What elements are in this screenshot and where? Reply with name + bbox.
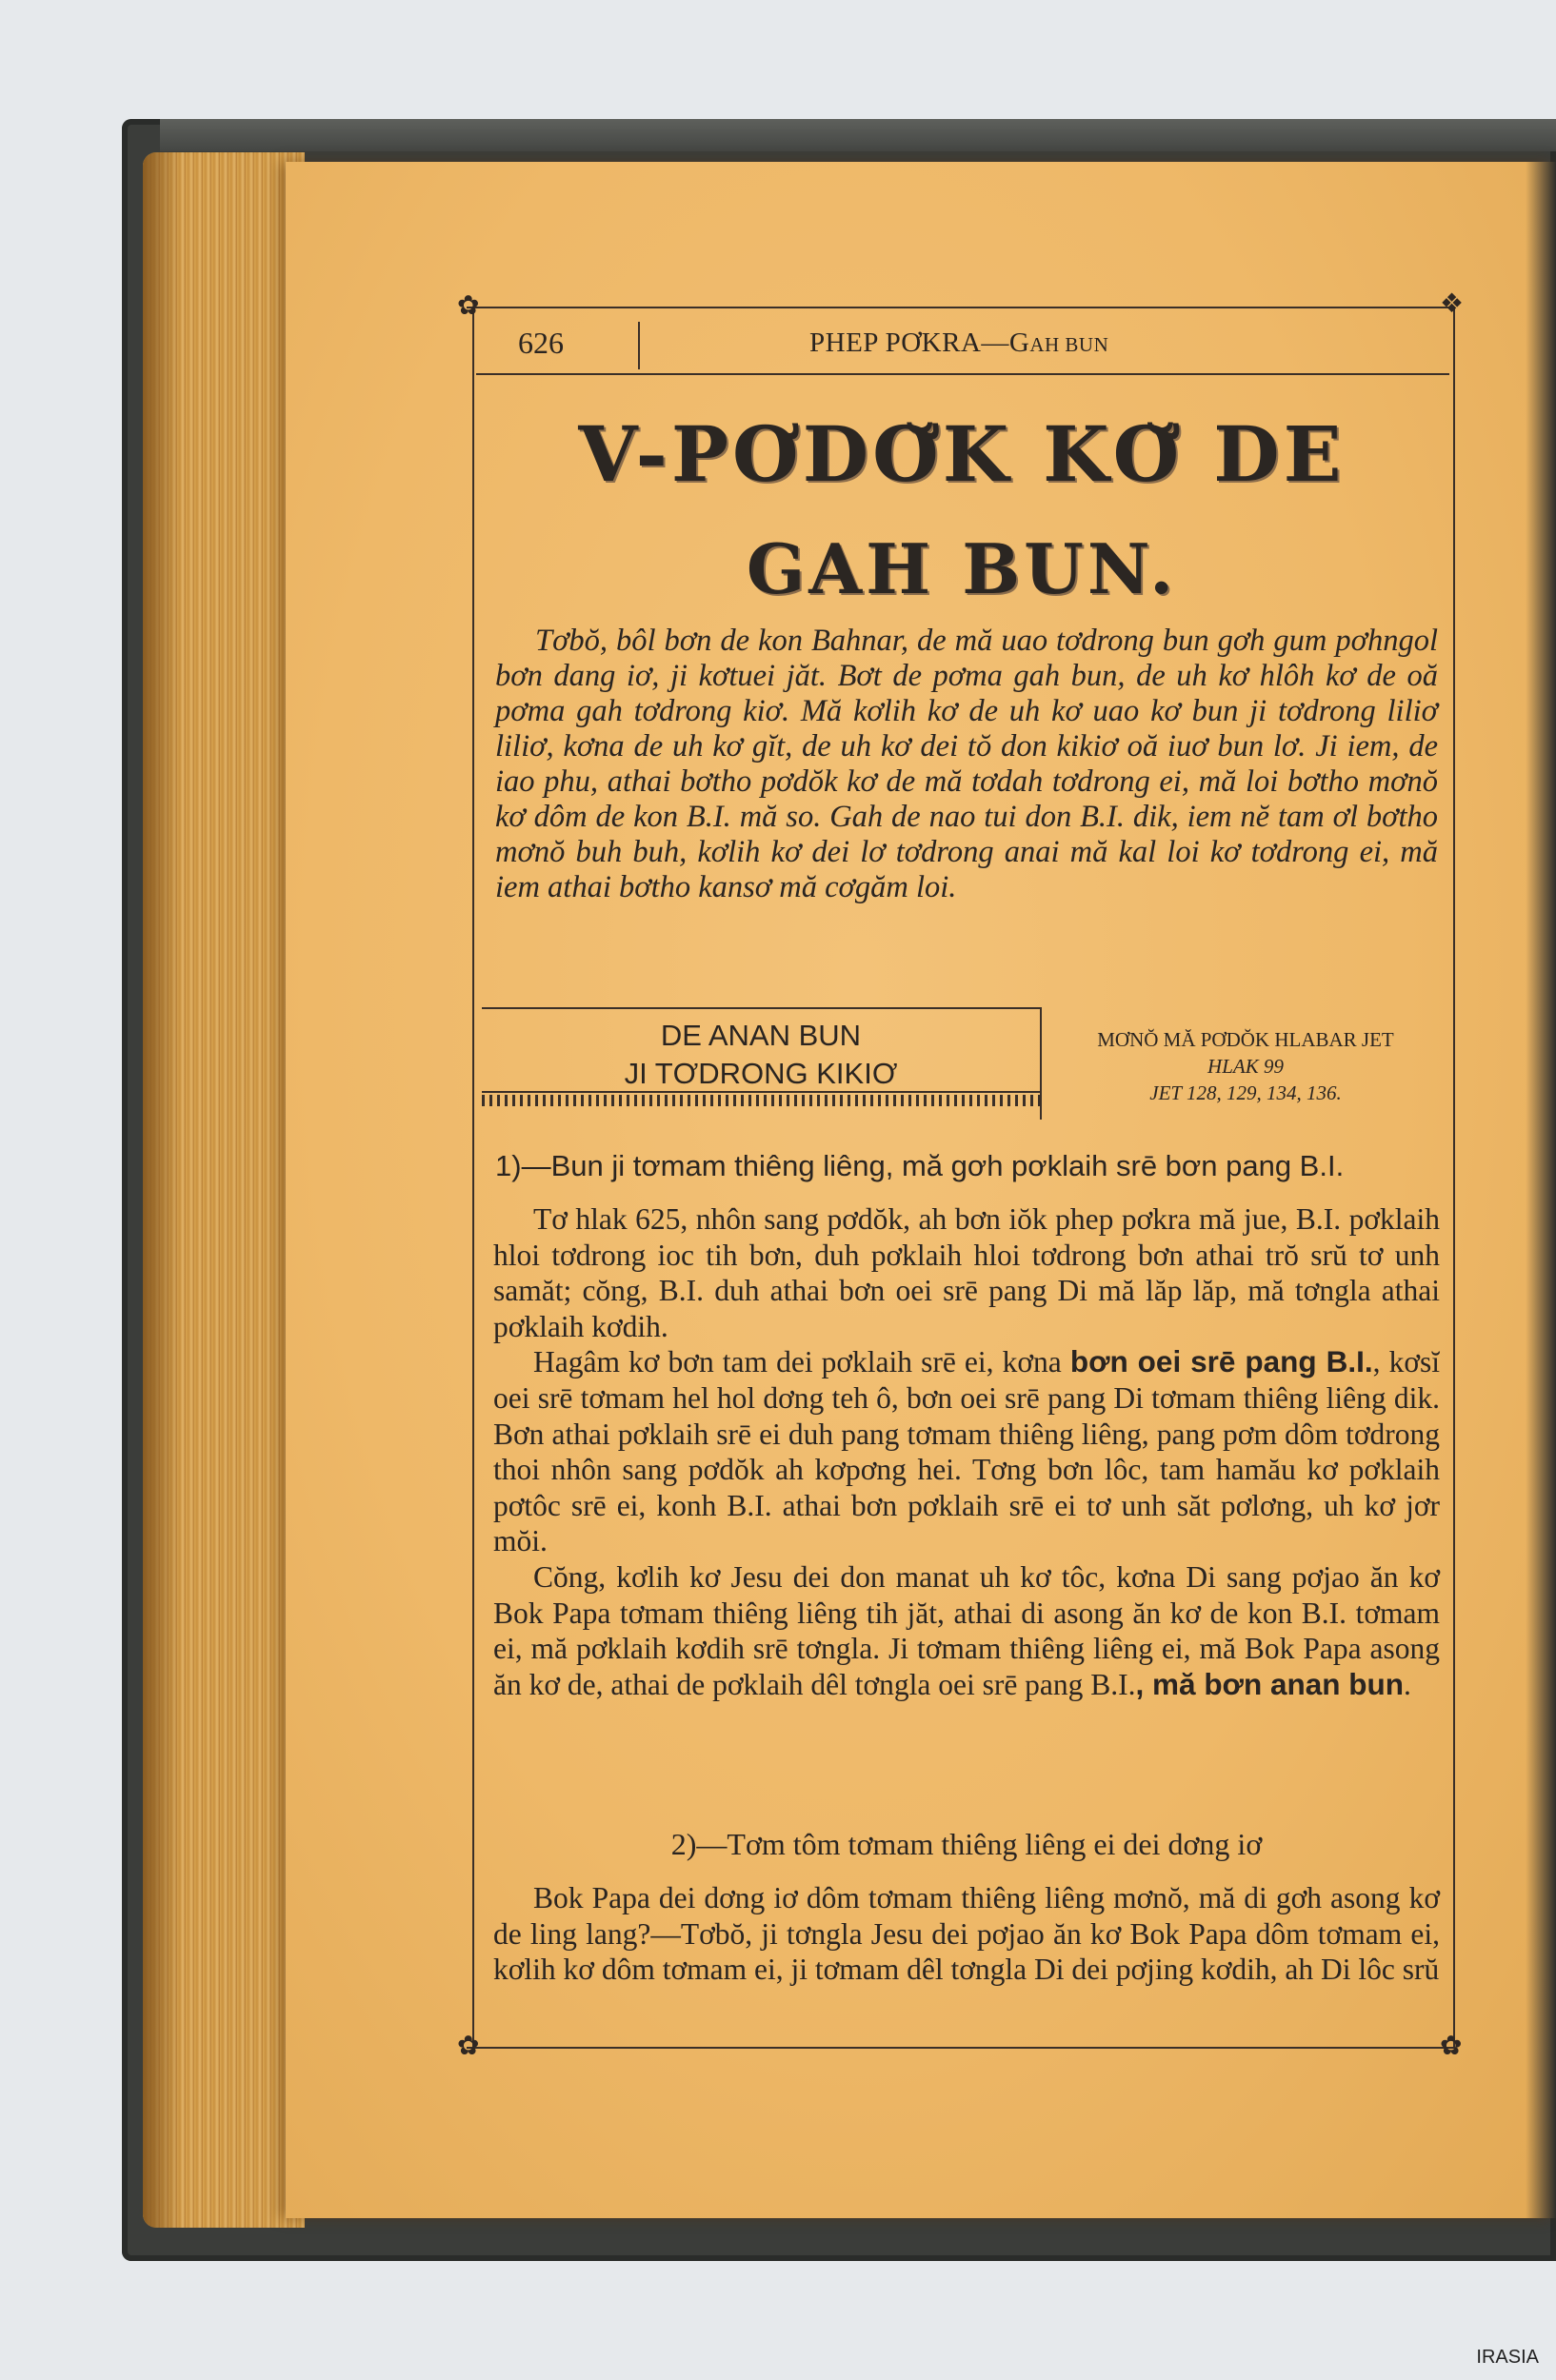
body-text-2: Bok Papa dei dơng iơ dôm tơmam thiêng liêng mơnŏ, mă di gơh asong kơ de ling lang?—Tơbŏ, ji tơngla Jesu dei pơjao ăn kơ Bok Papa dôm tơmam ei, kơlih kơ dôm tơmam ei, ji tơmam dêl tơngla Di dei pơjing kơdih, ah Di lôc srŭ [493,1881,1440,1987]
body-text [493,1201,1440,1702]
paragraph-3-text: Cŏng, kơlih kơ Jesu dei don manat uh kơ tôc, kơna Di sang pơjao ăn kơ Bok Papa tơmam thiêng liêng tih jăt, athai di asong ăn kơ de kon B.I. tơmam ei, mă pơklaih kơdih srē tơngla. Ji tơmam thiêng liêng ei, mă Bok Papa asong ăn kơ de, athai de pơklaih dêl tơngla oei srē pang B.I. [493,1559,1440,1701]
intro-paragraph: Tơbŏ, bôl bơn de kon Bahnar, de mă uao tơdrong bun gơh gum pơhngol bơn dang iơ, ji kơtuei jăt. Bơt de pơma gah bun, de uh kơ hlôh kơ de oă pơma gah tơdrong kiơ. Mă kơlih kơ de uh kơ uao kơ bun ji tơdrong liliơ liliơ, kơna de uh kơ gĭt, de uh kơ dei tŏ don kikiơ oă iuơ bun lơ. Ji iem, de iao phu, athai bơtho pơdŏk kơ de mă tơdah tơdrong ei, mă loi bơtho mơnŏ kơ dôm de kon B.I. mă so. Gah de nao tui don B.I. dik, iem nĕ tam ơl bơtho mơnŏ buh buh, kơlih kơ dei lơ tơdrong anai mă kal loi kơ tơdrong ei, mă iem athai bơtho kansơ mă cơgăm loi. [495,624,1438,904]
box-separator [1040,1007,1042,1120]
corner-ornament-icon: ❖ [1440,289,1465,319]
paragraph-3-end: . [1403,1667,1411,1701]
chapter-title-line2: GAH BUN. [746,528,1178,609]
watermark: IRASIA [1476,2347,1539,2368]
ornamental-band [482,1091,1040,1110]
page-number: 626 [518,326,564,360]
paragraph-3-bold: , mă bơn anan bun [1135,1666,1404,1701]
paragraph-2-text: Hagâm kơ bơn tam dei pơklaih srē ei, kơna [533,1345,1070,1379]
paragraph-2-bold: bơn oei srē pang B.I. [1069,1344,1373,1379]
running-header [495,322,1438,371]
corner-ornament-icon: ✿ [1440,2032,1463,2061]
header-rule [476,373,1449,375]
reference-note [1047,1026,1444,1106]
reference-line3: JET 128, 129, 134, 136. [1149,1081,1342,1104]
frame-right-rule [1453,307,1455,2049]
reference-line1: MƠNŎ MĂ PƠDŎK HLABAR JET [1097,1028,1394,1051]
section-heading-2: 2)—Tơm tôm tơmam thiêng liêng ei dei dơng iơ [670,1827,1263,1861]
corner-ornament-icon: ✿ [457,291,480,321]
page-edges [143,152,305,2228]
running-title-small: AH BUN [1029,333,1109,356]
frame-top-rule [467,307,1453,310]
section-heading-1: 1)—Bun ji tơmam thiêng liêng, mă gơh pơklaih srē bơn pang B.I. [495,1149,1345,1182]
corner-ornament-icon: ✿ [457,2032,480,2061]
paragraph-2-text-cont: , kơsĭ oei srē tơmam hel hol dơng teh ô, bơn oei srē pang Di tơmam thiêng liêng dik. Bơn athai pơklaih srē ei duh pang tơmam thiêng liêng, pang pơm dôm tơdrong thoi nhôn sang pơdŏk ah kơpơng hei. Tơng bơn lôc, tam hamău kơ pơklaih pơtôc srē ei, konh B.I. athai bơn pơklaih srē ei tơ unh săt pơlơng, uh kơ jơr mŏi. [493,1345,1440,1558]
paragraph-1: Tơ hlak 625, nhôn sang pơdŏk, ah bơn iŏk phep pơkra mă jue, B.I. pơklaih hloi tơdrong ioc tih bơn, duh pơklaih hloi tơdrong bơn athai trŏ srŭ tơ unh samăt; cŏng, B.I. duh athai bơn oei srē pang Di mă lăp lăp, mă tơngla athai pơklaih kơdih. [493,1202,1440,1343]
chapter-title: V-PƠDƠ̆K KƠ̆ DE [578,409,1346,499]
reference-line2: HLAK 99 [1207,1055,1284,1078]
frame-left-rule [472,307,474,2049]
frame-bottom-rule [467,2047,1453,2049]
running-title [695,327,1552,359]
section-heading-line2: JI TƠDRONG KIKIƠ [624,1057,898,1090]
paragraph-2 [493,1344,1440,1559]
running-title-main: PHEP PƠKRA—G [809,327,1030,358]
paragraph-3 [493,1559,1440,1702]
header-separator [638,322,640,369]
section-heading-line1: DE ANAN BUN [660,1019,862,1052]
